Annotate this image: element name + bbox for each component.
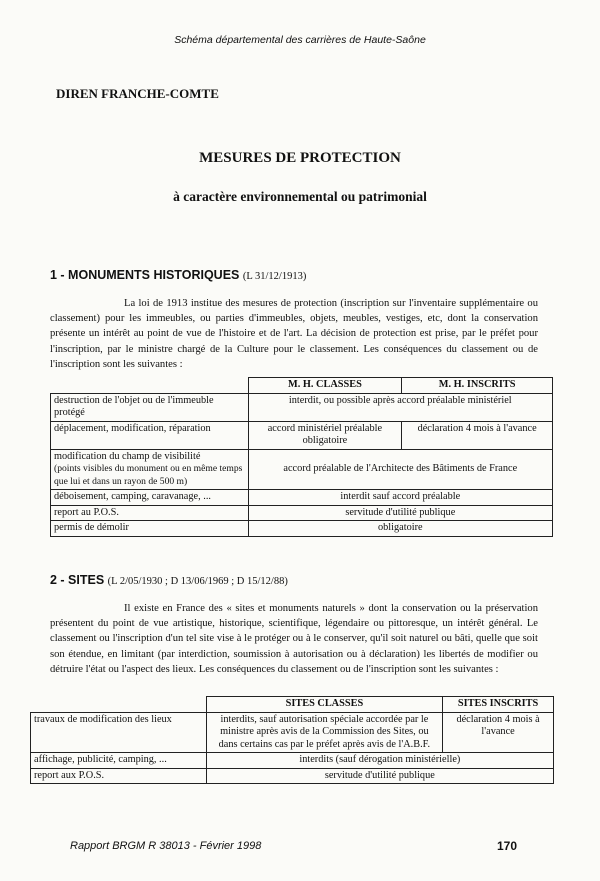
table-header-row: [31, 697, 554, 713]
table-row: [31, 753, 554, 769]
page-subtitle: à caractère environnemental ou patrimonial: [173, 189, 427, 204]
row-value: interdits (sauf dérogation ministérielle): [206, 753, 553, 769]
section-1-paragraph: [50, 296, 538, 372]
table-row: [51, 393, 553, 421]
col-header-inscrits: M. H. INSCRITS: [402, 378, 553, 394]
row-label: report aux P.O.S.: [31, 768, 207, 784]
row-label-main: modification du champ de visibilité: [54, 450, 201, 462]
page-title: MESURES DE PROTECTION: [199, 150, 401, 166]
section-1-paragraph-text: La loi de 1913 institue des mesures de protection (inscription sur l'inventaire supplémentaire ou classement) pour les immeubles, ou parties d'immeubles, objets, meubles, vestiges, etc, dont la conservation présente un intérêt au point de vue de l'histoire et de l'art. La décision de protection est prise, par le préfet pour l'inscription, par le ministre chargé de la Culture pour le classement. Les conséquences du classement ou de l'inscription sont les suivantes :: [50, 298, 538, 370]
row-label: affichage, publicité, camping, ...: [31, 753, 207, 769]
row-value: obligatoire: [248, 521, 552, 537]
table-row: [31, 712, 554, 753]
report-reference: Rapport BRGM R 38013 - Février 1998: [70, 840, 262, 852]
organization-name: DIREN FRANCHE-COMTE: [56, 86, 219, 101]
sites-table: [30, 696, 554, 784]
table-header-empty: [31, 697, 207, 713]
section-2-title: 2 - SITES: [50, 573, 105, 587]
row-label: travaux de modification des lieux: [31, 712, 207, 753]
section-2-reference: (L 2/05/1930 ; D 13/06/1969 ; D 15/12/88): [107, 576, 288, 587]
page-number: 170: [497, 839, 518, 853]
table-row: [51, 521, 553, 537]
row-label: [51, 449, 249, 490]
row-label: report au P.O.S.: [51, 505, 249, 521]
monuments-table: [50, 377, 553, 537]
table-header-empty: [51, 378, 249, 394]
table-row: [51, 449, 553, 490]
row-value-classes: interdits, sauf autorisation spéciale accordée par le ministre après avis de la Commission des Sites, ou dans certains cas par le préfet après avis de l'A.B.F.: [206, 712, 442, 753]
row-label-note: (points visibles du monument ou en même temps que lui et dans un rayon de 500 m): [54, 463, 243, 487]
row-label: destruction de l'objet ou de l'immeuble protégé: [51, 393, 249, 421]
col-header-sites-classes: SITES CLASSES: [206, 697, 442, 713]
col-header-sites-inscrits: SITES INSCRITS: [443, 697, 554, 713]
row-label: permis de démolir: [51, 521, 249, 537]
section-2-paragraph: [50, 601, 538, 677]
row-label: déboisement, camping, caravanage, ...: [51, 490, 249, 506]
section-1-title: 1 - MONUMENTS HISTORIQUES: [50, 268, 240, 282]
table-row: [31, 768, 554, 784]
row-value: accord préalable de l'Architecte des Bâtiments de France: [248, 449, 552, 490]
section-2-heading: [50, 573, 288, 587]
row-value: servitude d'utilité publique: [206, 768, 553, 784]
row-value-inscrits: déclaration 4 mois à l'avance: [402, 421, 553, 449]
running-header: Schéma départemental des carrières de Haute-Saône: [174, 34, 426, 46]
table-row: [51, 505, 553, 521]
row-value-classes: accord ministériel préalable obligatoire: [248, 421, 402, 449]
table-header-row: [51, 378, 553, 394]
table-row: [51, 490, 553, 506]
table-row: [51, 421, 553, 449]
col-header-classes: M. H. CLASSES: [248, 378, 402, 394]
section-1-heading: [50, 268, 306, 282]
row-value: interdit, ou possible après accord préalable ministériel: [248, 393, 552, 421]
row-value: servitude d'utilité publique: [248, 505, 552, 521]
row-label: déplacement, modification, réparation: [51, 421, 249, 449]
row-value-inscrits: déclaration 4 mois à l'avance: [443, 712, 554, 753]
section-2-paragraph-text: Il existe en France des « sites et monuments naturels » dont la conservation ou la préservation présentent du point de vue artistique, historique, scientifique, légendaire ou pittoresque, un intérêt général. Le classement ou l'inscription d'un tel site vise à le protéger ou à le conserver, qu'il soit naturel ou bâti, quelle que soit son étendue, en limitant (par interdiction, soumission à autorisation ou à déclaration) les libertés de modifier ou détruire l'état ou l'aspect des lieux. Les conséquences du classement ou de l'inscription sont les suivantes :: [50, 603, 538, 675]
section-1-reference: (L 31/12/1913): [242, 271, 307, 282]
row-value: interdit sauf accord préalable: [248, 490, 552, 506]
